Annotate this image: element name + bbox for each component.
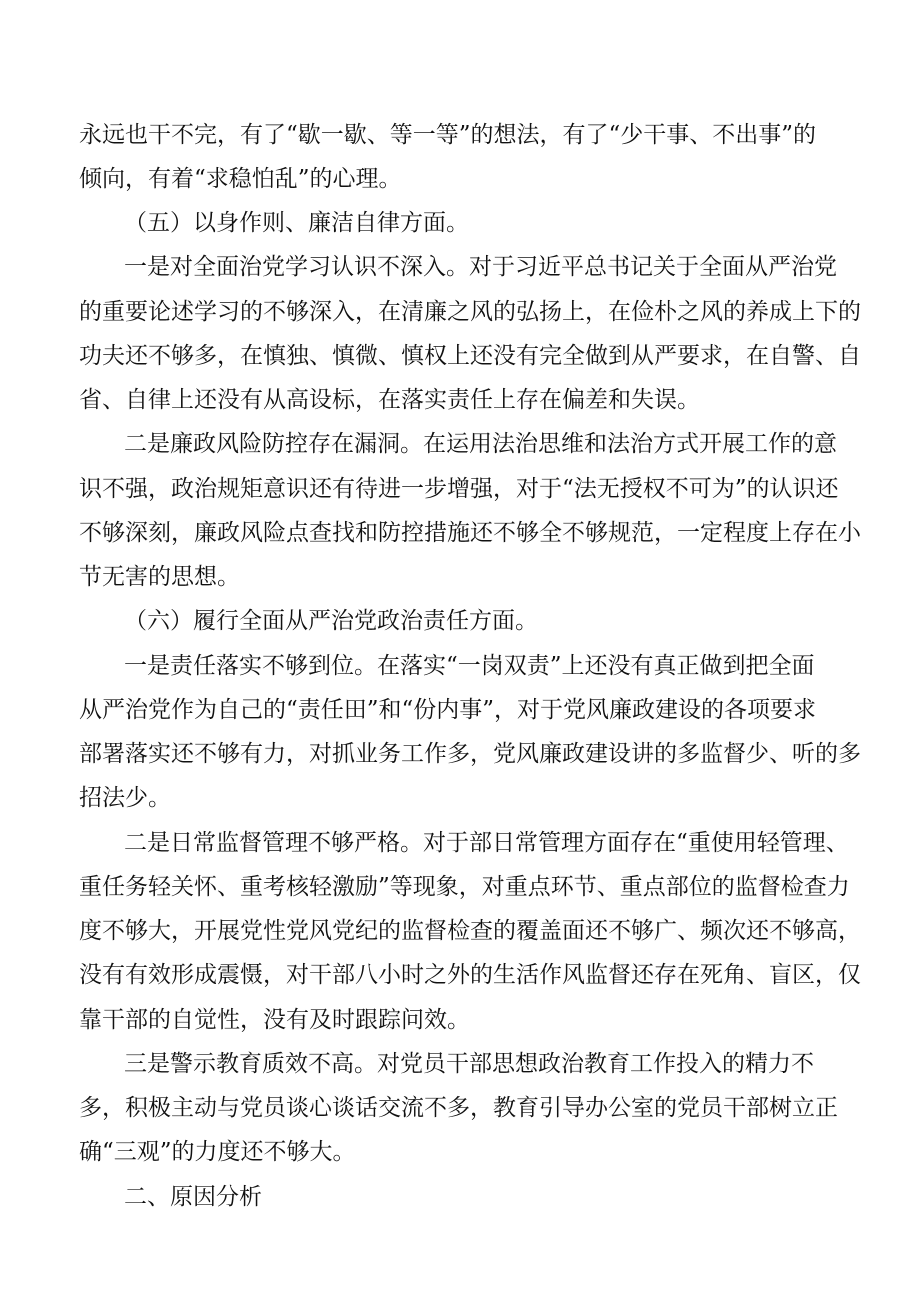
text-line: 靠干部的自觉性，没有及时跟踪问效。: [79, 1007, 470, 1033]
text-line: 多，积极主动与党员谈心谈话交流不多，教育引导办公室的党员干部树立正: [79, 1095, 838, 1121]
text-line: 功夫还不够多，在慎独、慎微、慎权上还没有完全做到从严要求，在自警、自: [79, 343, 861, 369]
text-line: 部署落实还不够有力，对抓业务工作多，党风廉政建设讲的多监督少、听的多: [79, 741, 861, 767]
text-line: 倾向，有着“求稳怕乱”的心理。: [79, 166, 402, 192]
section-heading: （六）履行全面从严治党政治责任方面。: [124, 608, 538, 634]
text-line: 二是日常监督管理不够严格。对于部日常管理方面存在“重使用轻管理、: [124, 830, 849, 856]
text-line: 识不强，政治规矩意识还有待进一步增强，对于“法无授权不可为”的认识还: [79, 476, 839, 502]
text-line: 一是责任落实不够到位。在落实“一岗双责”上还没有真正做到把全面: [124, 653, 815, 679]
text-line: 节无害的思想。: [79, 564, 240, 590]
text-line: 三是警示教育质效不高。对党员干部思想政治教育工作投入的精力不: [124, 1051, 814, 1077]
text-line: 没有有效形成震慑，对干部八小时之外的生活作风监督还存在死角、盲区，仅: [79, 962, 861, 988]
text-line: 的重要论述学习的不够深入，在清廉之风的弘扬上，在俭朴之风的养成上下的: [79, 299, 861, 325]
section-heading: （五）以身作则、廉洁自律方面。: [124, 210, 469, 236]
text-line: 一是对全面治党学习认识不深入。对于习近平总书记关于全面从严治党: [124, 254, 837, 280]
text-line: 度不够大，开展党性党风党纪的监督检查的覆盖面还不够广、频次还不够高，: [79, 918, 861, 944]
text-line: 永远也干不完，有了“歇一歇、等一等”的想法，有了“少干事、不出事”的: [79, 122, 817, 148]
text-line: 从严治党作为自己的“责任田”和“份内事”，对于党风廉政建设的各项要求: [79, 697, 817, 723]
text-line: 二是廉政风险防控存在漏洞。在运用法治思维和法治方式开展工作的意: [124, 431, 837, 457]
text-line: 重任务轻关怀、重考核轻激励”等现象，对重点环节、重点部位的监督检查力: [79, 874, 850, 900]
section-heading: 二、原因分析: [124, 1184, 262, 1210]
text-line: 确“三观”的力度还不够大。: [79, 1139, 356, 1165]
text-line: 招法少。: [79, 785, 171, 811]
text-line: 省、自律上还没有从高设标，在落实责任上存在偏差和失误。: [79, 387, 700, 413]
text-line: 不够深刻，廉政风险点查找和防控措施还不够全不够规范，一定程度上存在小: [79, 520, 861, 546]
